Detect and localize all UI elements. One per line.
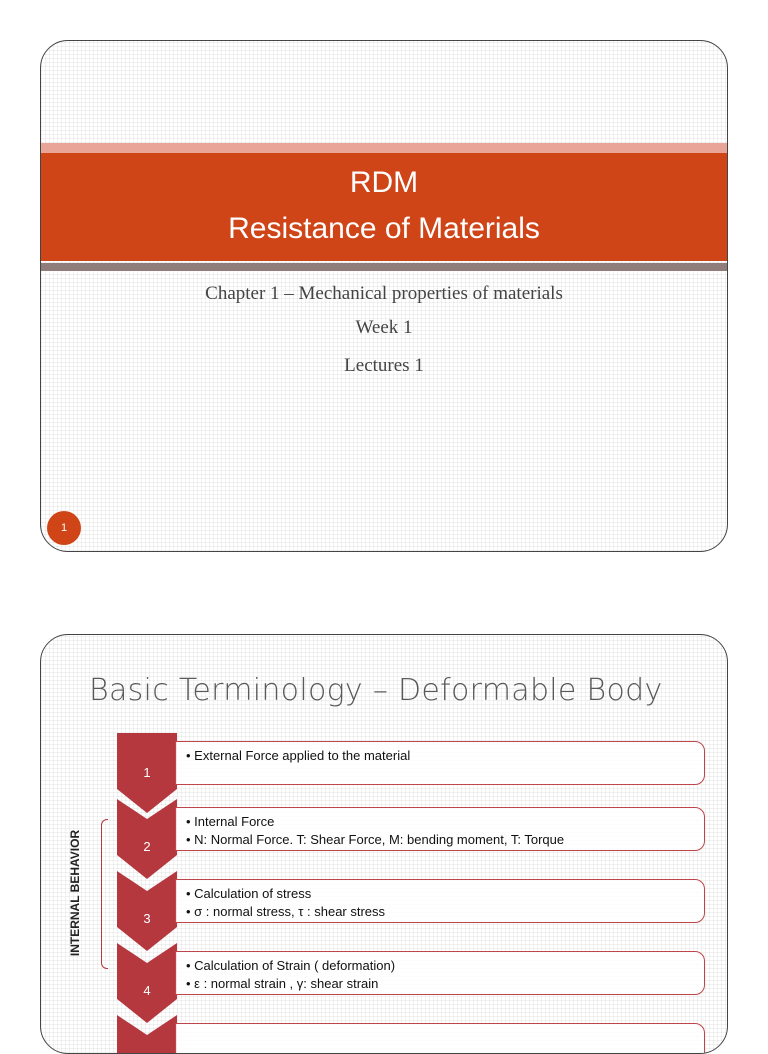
week-subtitle: Week 1: [355, 317, 413, 338]
step-3-box: [175, 879, 705, 923]
step-1-box: [175, 741, 705, 785]
title-slide: [40, 40, 728, 552]
step-4-line-1: • Calculation of Strain ( deformation): [186, 958, 396, 973]
step-1-number: 1: [143, 765, 151, 780]
step-4-number: 4: [143, 983, 151, 998]
step-4-line-2: • ε : normal strain , γ: shear strain: [186, 976, 379, 991]
title-band-highlight: [41, 143, 727, 153]
step-2-number: 2: [143, 839, 151, 854]
step-4-box: [175, 951, 705, 995]
step-5-box: [175, 1023, 705, 1054]
step-1-line-1: • External Force applied to the material: [186, 748, 411, 763]
title-band-underline: [41, 263, 727, 271]
step-3-line-2: • σ : normal stress, τ : shear stress: [186, 904, 386, 919]
step-2-line-2: • N: Normal Force. T: Shear Force, M: bending moment, T: Torque: [186, 832, 565, 847]
step-2-box: [175, 807, 705, 851]
chapter-subtitle: Chapter 1 – Mechanical properties of materials: [205, 283, 563, 304]
lecture-subtitle: Lectures 1: [344, 355, 424, 376]
step-5-chevron-icon: [117, 1015, 177, 1054]
internal-behavior-label: INTERNAL BEHAVIOR: [68, 829, 82, 957]
step-3-number: 3: [143, 911, 151, 926]
slide-title: Basic Terminology – Deformable Body: [89, 673, 663, 708]
slide-title: Resistance of Materials: [228, 212, 540, 245]
terminology-slide: [40, 634, 728, 1054]
page-number-badge: 1: [47, 511, 81, 545]
step-3-line-1: • Calculation of stress: [186, 886, 312, 901]
internal-behavior-bracket: [101, 819, 108, 969]
step-2-line-1: • Internal Force: [186, 814, 275, 829]
slide-title-abbreviation: RDM: [349, 166, 419, 199]
